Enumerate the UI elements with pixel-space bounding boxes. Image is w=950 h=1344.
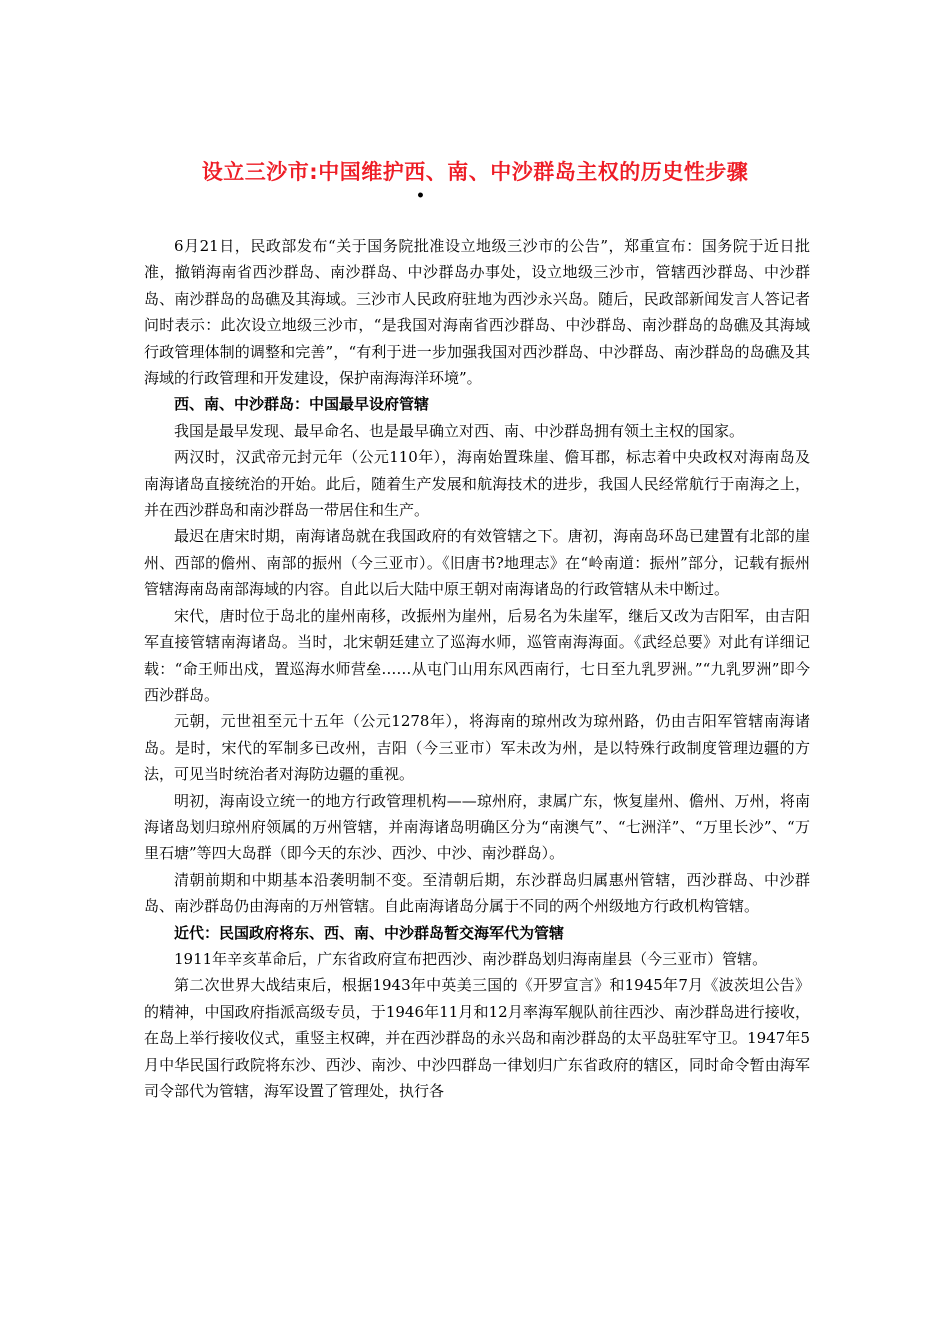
section-heading: 西、南、中沙群岛：中国最早设府管辖 — [174, 395, 430, 414]
paragraph: 两汉时，汉武帝元封元年（公元110年），海南始置珠崖、儋耳郡，标志着中央政权对海南岛及南海诸岛直接统治的开始。此后，随着生产发展和航海技术的进步，我国人民经常航行于南海之上，并在西沙群岛和南沙群岛一带居住和生产。 — [144, 448, 810, 520]
paragraph: 6月21日，民政部发布“关于国务院批准设立地级三沙市的公告”，郑重宣布：国务院于近日批准，撤销海南省西沙群岛、南沙群岛、中沙群岛办事处，设立地级三沙市，管辖西沙群岛、中沙群岛、南沙群岛的岛礁及其海域。三沙市人民政府驻地为西沙永兴岛。随后，民政部新闻发言人答记者问时表示：此次设立地级三沙市，“是我国对海南省西沙群岛、中沙群岛、南沙群岛的岛礁及其海域行政管理体制的调整和完善”，“有利于进一步加强我国对西沙群岛、中沙群岛、南沙群岛的岛礁及其海域的行政管理和开发建设，保护南海海洋环境”。 — [144, 237, 810, 388]
paragraph: 元朝，元世祖至元十五年（公元1278年），将海南的琼州改为琼州路，仍由吉阳军管辖南海诸岛。是时，宋代的军制多已改州，吉阳（今三亚市）军未改为州，是以特殊行政制度管理边疆的方法，可见当时统治者对海防边疆的重视。 — [144, 712, 810, 784]
paragraph: 第二次世界大战结束后，根据1943年中英美三国的《开罗宣言》和1945年7月《波茨坦公告》的精神，中国政府指派高级专员，于1946年11月和12月率海军舰队前往西沙、南沙群岛进行接收，在岛上举行接收仪式，重竖主权碑，并在西沙群岛的永兴岛和南沙群岛的太平岛驻军守卫。1947年5月中华民国行政院将东沙、西沙、南沙、中沙四群岛一律划归广东省政府的辖区，同时命令暂由海军司令部代为管辖，海军设置了管理处，执行各 — [144, 976, 810, 1100]
paragraph: 明初，海南设立统一的地方行政管理机构——琼州府，隶属广东，恢复崖州、儋州、万州，将南海诸岛划归琼州府领属的万州管辖，并南海诸岛明确区分为“南澳气”、“七洲洋”、“万里长沙”、“万里石塘”等四大岛群（即今天的东沙、西沙、中沙、南沙群岛）。 — [144, 791, 810, 863]
paragraph: 我国是最早发现、最早命名、也是最早确立对西、南、中沙群岛拥有领土主权的国家。 — [174, 421, 745, 440]
paragraph: 清朝前期和中期基本沿袭明制不变。至清朝后期，东沙群岛归属惠州管辖，西沙群岛、中沙群岛、南沙群岛仍由海南的万州管辖。自此南海诸岛分属于不同的两个州级地方行政机构管辖。 — [144, 870, 810, 916]
paragraph: 最迟在唐宋时期，南海诸岛就在我国政府的有效管辖之下。唐初，海南岛环岛已建置有北部的崖州、西部的儋州、南部的振州（今三亚市）。《旧唐书?地理志》在“岭南道：振州”部分，记载有振州管辖海南岛南部海域的内容。自此以后大陆中原王朝对南海诸岛的行政管辖从未中断过。 — [144, 527, 810, 599]
document-body — [144, 233, 810, 1104]
paragraph: 1911年辛亥革命后，广东省政府宣布把西沙、南沙群岛划归海南崖县（今三亚市）管辖。 — [174, 949, 768, 968]
title-bullet: • — [416, 188, 425, 204]
section-heading: 近代：民国政府将东、西、南、中沙群岛暂交海军代为管辖 — [174, 923, 565, 942]
document-title: 设立三沙市:中国维护西、南、中沙群岛主权的历史性步骤 — [201, 160, 749, 184]
paragraph: 宋代，唐时位于岛北的崖州南移，改振州为崖州，后易名为朱崖军，继后又改为吉阳军，由吉阳军直接管辖南海诸岛。当时，北宋朝廷建立了巡海水师，巡管南海海面。《武经总要》对此有详细记载：“命王师出戍，置巡海水师营垒……从屯门山用东风西南行，七日至九乳罗洲。”“九乳罗洲”即今西沙群岛。 — [144, 606, 810, 704]
